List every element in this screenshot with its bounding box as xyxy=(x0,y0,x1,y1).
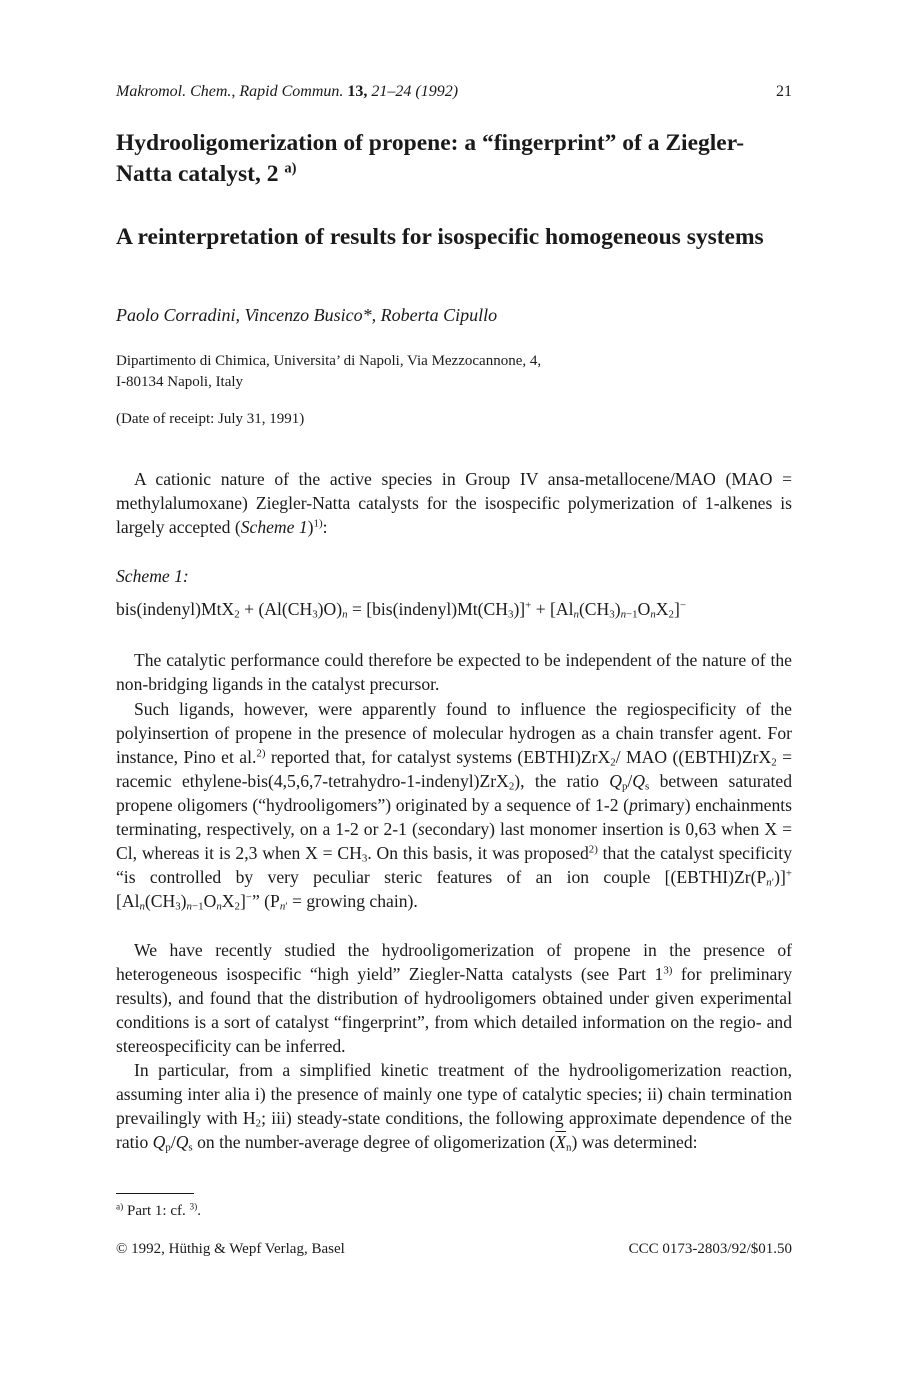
scheme-equation: bis(indenyl)MtX$_2$ + $(Al(CH_3)O)_n$ = $[bis(indenyl)Mt(CH_3)]^+ + [Al_n(CH_3)_{n-1}O_nX_2]^-$ xyxy=(116,599,686,621)
journal-pages: 21–24 (1992) xyxy=(371,83,459,100)
receipt-date: (Date of receipt: July 31, 1991) xyxy=(116,411,305,427)
paper-title xyxy=(116,128,796,190)
authors: Paolo Corradini, Vincenzo Busico*, Roberta Cipullo xyxy=(116,305,498,325)
journal-name: Makromol. Chem., Rapid Commun. xyxy=(116,83,344,100)
running-header xyxy=(116,83,792,101)
affiliation-line-1: Dipartimento di Chimica, Universita’ di Napoli, Via Mezzocannone, 4, xyxy=(116,353,542,369)
footnote-rule xyxy=(116,1193,194,1194)
paper-title-text: Hydrooligomerization of propene: a “fingerprint” of a Ziegler-Natta catalyst, 2 xyxy=(116,130,745,187)
page-number: 21 xyxy=(776,83,792,100)
ccc-code: CCC 0173-2803/92/$01.50 xyxy=(628,1241,792,1257)
journal-volume: 13, xyxy=(347,83,368,100)
scheme-label: Scheme 1: xyxy=(116,566,189,586)
affiliation-line-2: I-80134 Napoli, Italy xyxy=(116,374,244,390)
paragraph-4: We have recently studied the hydrooligomerization of propene in the presence of heterogeneous isospecific “high yield” Ziegler-Natta catalysts (see Part 1$^{3)}$ for preliminary results), and found that the distribution of hydrooligomers obtained under given experimental conditions is a sort of catalyst “fingerprint”, from which detailed information on the regio- and stereospecificity can be inferred. xyxy=(116,940,792,1056)
paper-subtitle: A reinterpretation of results for isospecific homogeneous systems xyxy=(116,224,764,250)
paragraph-2: The catalytic performance could therefore be expected to be independent of the nature of the non-bridging ligands in the catalyst precursor. xyxy=(116,650,792,694)
footnote-ref: 3) xyxy=(189,1202,198,1213)
paragraph-5: In particular, from a simplified kinetic treatment of the hydrooligomerization reaction, assuming inter alia i) the presence of mainly one type of catalytic species; ii) chain termination prevailingly with $H_2$; iii) steady-state conditions, the following approximate dependence of the ratio $Q_p/Q_s$ on the number-average degree of oligomerization $(\overline{X}_n)$ was determined: xyxy=(116,1060,792,1154)
affiliation xyxy=(116,351,541,393)
footnote-text: Part 1: cf. xyxy=(126,1203,186,1219)
footnote: $^{a)}$ Part 1: cf. $^{3)}$. xyxy=(116,1202,201,1219)
title-note-marker: a) xyxy=(284,160,297,177)
paragraph-3: Such ligands, however, were apparently found to influence the regiospecificity of the polyinsertion of propene in the presence of molecular hydrogen as a chain transfer agent. For instance, Pino et al.$^{2)}$ reported that, for catalyst systems (EBTHI)ZrX$_2$/ MAO ((EBTHI)ZrX$_2$ = racemic ethylene-bis(4,5,6,7-tetrahydro-1-indenyl)ZrX$_2$), the ratio $Q_p/Q_s$ between saturated propene oligomers (“hydrooligomers”) originated by a sequence of 1-2 (primary) enchainments terminating, respectively, on a 1-2 or 2-1 (secondary) last monomer insertion is 0,63 when X = Cl, whereas it is 2,3 when $X = CH_3$. On this basis, it was proposed$^{2)}$ that the catalyst specificity “is controlled by very peculiar steric features of an ion couple $[(EBTHI)Zr(P_{n'})]^+[Al_n(CH_3)_{n-1}O_nX_2]^-$” ($P_{n'}$ = growing chain). xyxy=(116,699,792,913)
paragraph-intro: A cationic nature of the active species in Group IV ansa-metallocene/MAO (MAO = methylalumoxane) Ziegler-Natta catalysts for the isospecific polymerization of 1-alkenes is largely accepted (Scheme 1)$^{1)}$: xyxy=(116,469,792,537)
copyright: © 1992, Hüthig & Wepf Verlag, Basel xyxy=(116,1241,345,1257)
footnote-marker: a) xyxy=(116,1202,124,1213)
